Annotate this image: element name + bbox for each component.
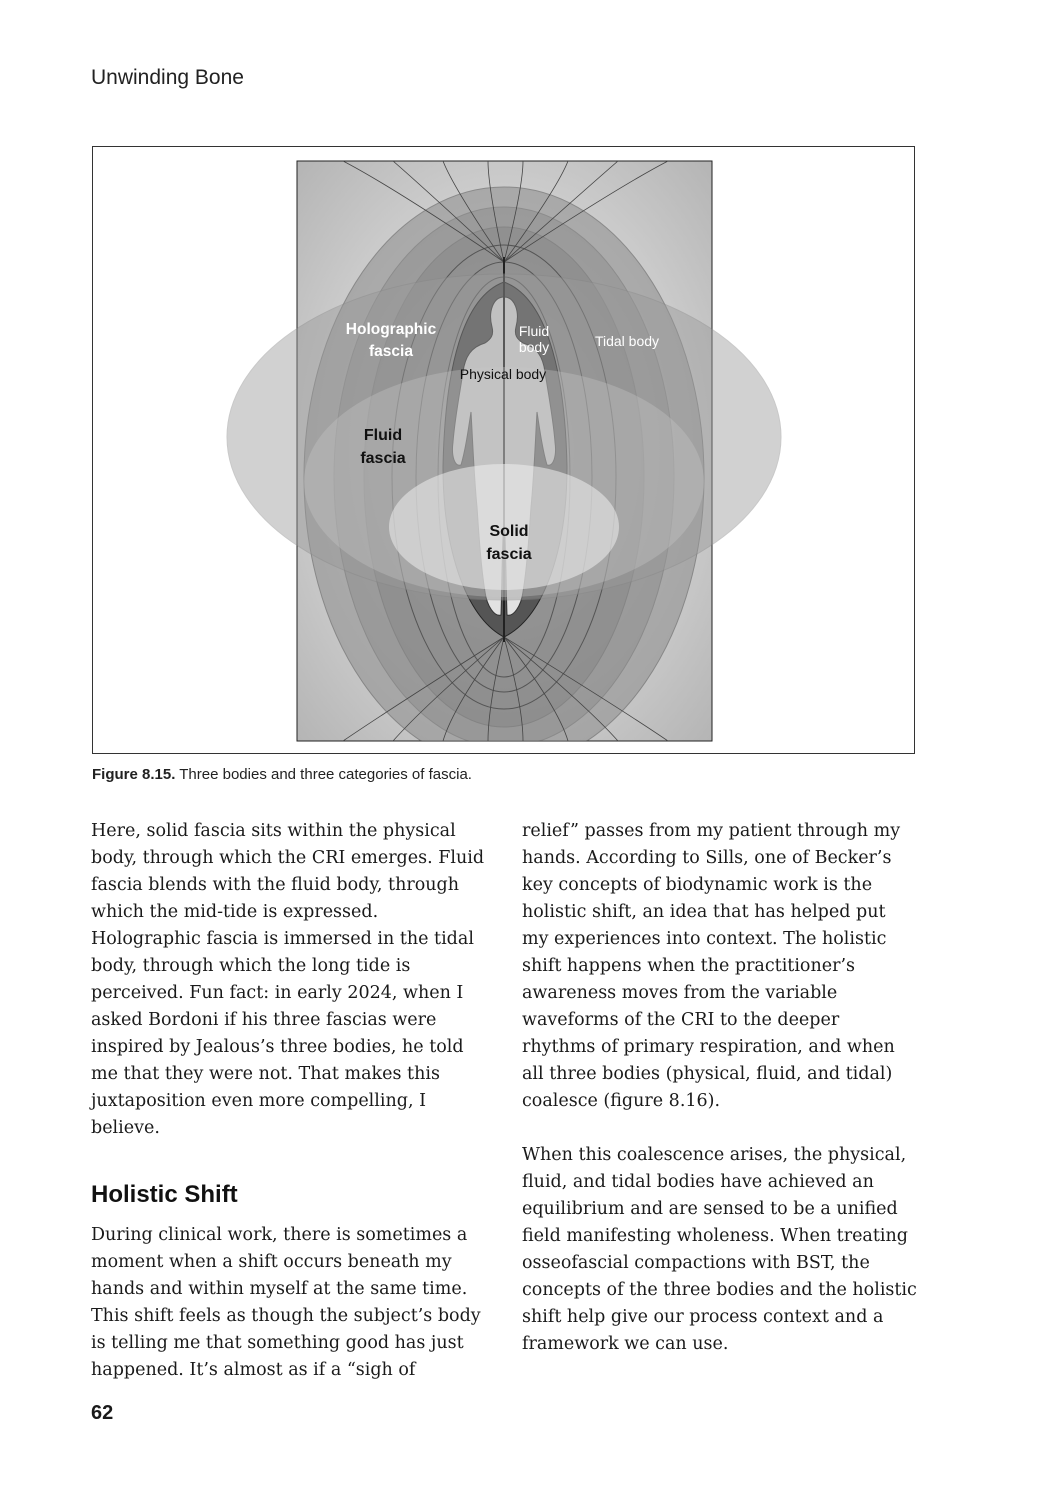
section-heading: Holistic Shift [91, 1181, 238, 1208]
body-paragraph: When this coalescence arises, the physical, fluid, and tidal bodies have achieved an equilibrium and are sensed to be a unified field manifesting wholeness. When treating osseofascial compactions with BST, the concepts of the three bodies and the holistic shift help give our process context and a framework we can use. [522, 1145, 917, 1354]
page-number: 62 [91, 1402, 114, 1424]
fascia-diagram [93, 147, 914, 753]
label-holographic-fascia-line1: Holographic [345, 321, 437, 338]
label-solid-fascia-line1: Solid [489, 523, 529, 540]
label-solid-fascia-line2: fascia [486, 546, 532, 563]
caption-text: Three bodies and three categories of fascia. [175, 766, 472, 783]
label-fluid-body-line2: body [518, 339, 550, 355]
figure-frame [92, 146, 915, 754]
label-fluid-body-line1: Fluid [518, 323, 550, 339]
left-column [91, 818, 486, 1384]
label-holographic-fascia-line2: fascia [369, 343, 413, 360]
label-fluid-fascia-line1: Fluid [363, 427, 403, 444]
body-paragraph: During clinical work, there is sometimes a moment when a shift occurs beneath my hands and within myself at the same time. This shift feels as though the subject’s body is telling me that something good has just happened. It’s almost as if a “sigh of [91, 1225, 481, 1380]
caption-number: Figure 8.15. [92, 766, 176, 783]
label-physical-body: Physical body [459, 366, 547, 382]
running-header: Unwinding Bone [91, 66, 244, 89]
body-paragraph: Here, solid fascia sits within the physical body, through which the CRI emerges. Fluid fascia blends with the fluid body, through which the mid-tide is expressed. Holographic fascia is immersed in the tidal body, through which the long tide is perceived. Fun fact: in early 2024, when I asked Bordoni if his three fascias were inspired by Jealous’s three bodies, he told me that they were not. That makes this juxtaposition even more compelling, I believe. [91, 821, 485, 1138]
figure-caption [92, 766, 472, 783]
body-paragraph: relief” passes from my patient through my hands. According to Sills, one of Becker’s key concepts of biodynamic work is the holistic shift, an idea that has helped put my experiences into context. The holistic shift happens when the practitioner’s awareness moves from the variable waveforms of the CRI to the deeper rhythms of primary respiration, and when all three bodies (physical, fluid, and tidal) coalesce (figure 8.16). [522, 821, 901, 1111]
label-tidal-body: Tidal body [594, 333, 660, 349]
label-fluid-fascia-line2: fascia [360, 450, 406, 467]
right-column [522, 818, 917, 1358]
